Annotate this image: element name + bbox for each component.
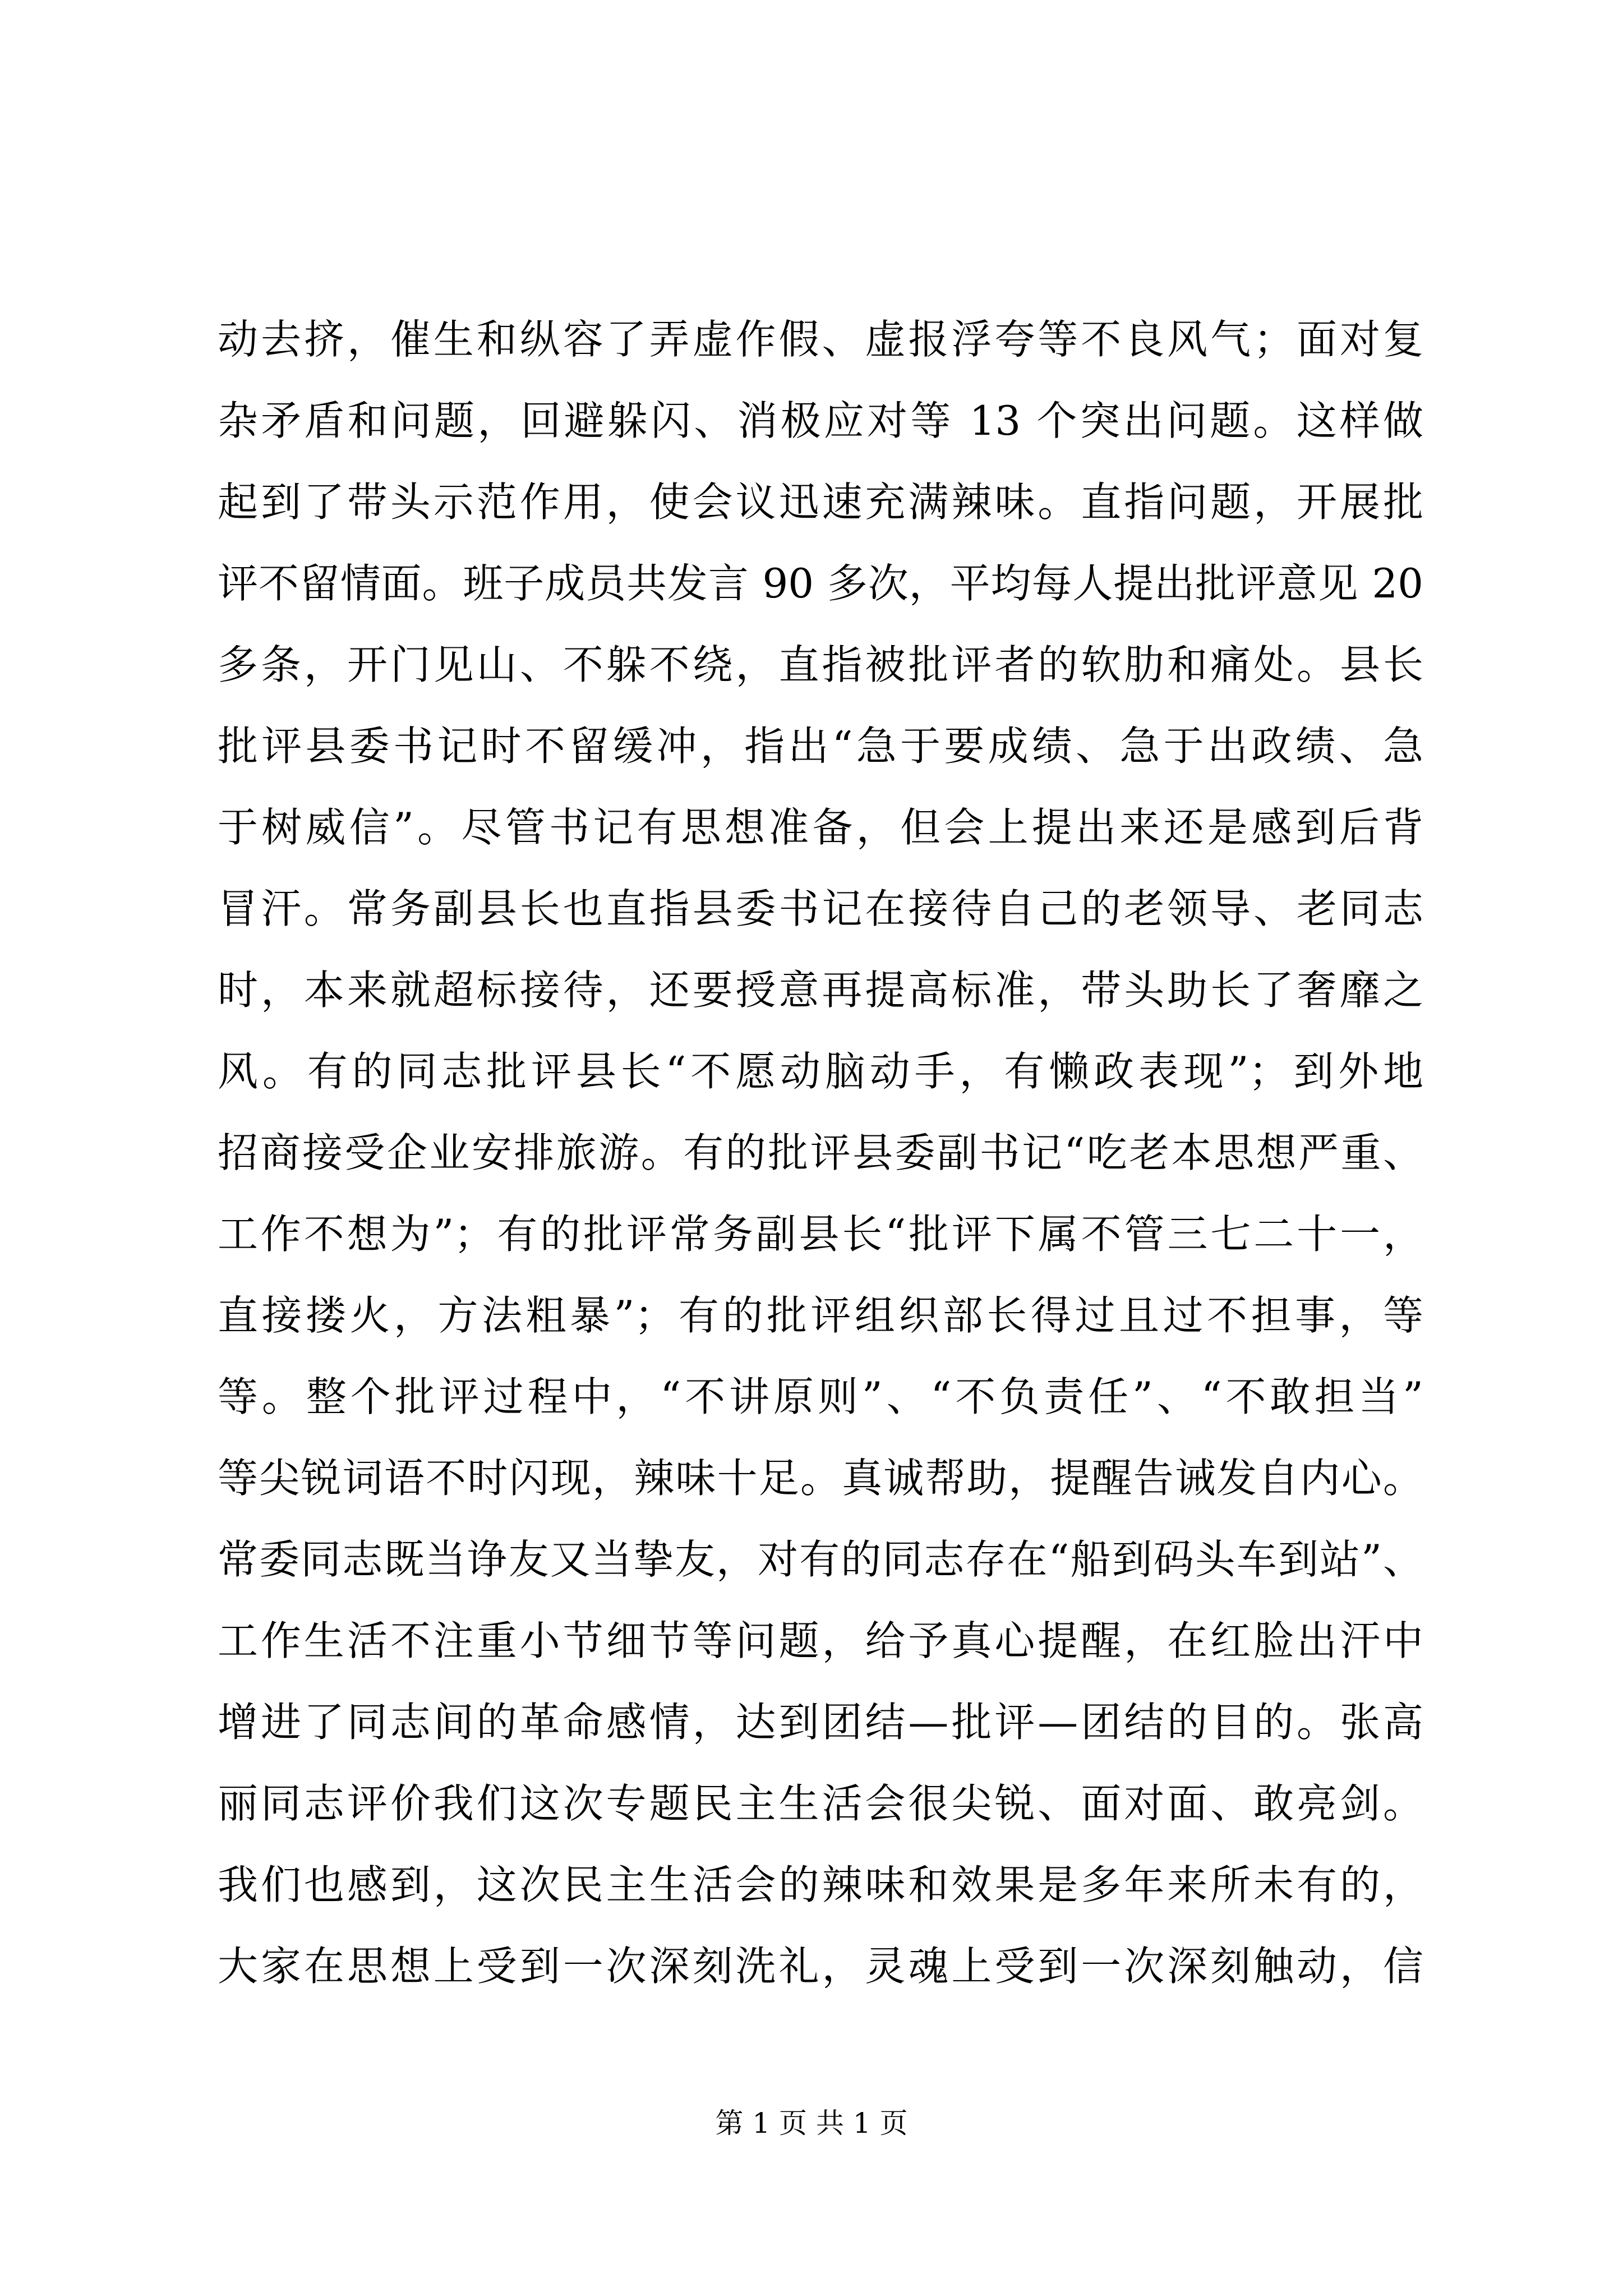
text-line: 评不留情面。班子成员共发言 90 多次，平均每人提出批评意见 20 xyxy=(218,560,1423,607)
text-line: 工作不想为”；有的批评常务副县长“批评下属不管三七二十一， xyxy=(218,1211,1423,1258)
text-line: 我们也感到，这次民主生活会的辣味和效果是多年来所未有的， xyxy=(218,1861,1423,1908)
text-line: 动去挤，催生和纵容了弄虚作假、虚报浮夸等不良风气；面对复 xyxy=(218,316,1423,363)
text-line: 丽同志评价我们这次专题民主生活会很尖锐、面对面、敢亮剑。 xyxy=(218,1780,1423,1827)
text-line: 增进了同志间的革命感情，达到团结—批评—团结的目的。张高 xyxy=(218,1699,1423,1746)
text-line: 于树威信”。尽管书记有思想准备，但会上提出来还是感到后背 xyxy=(218,804,1423,851)
text-line: 常委同志既当诤友又当挚友，对有的同志存在“船到码头车到站”、 xyxy=(218,1536,1423,1583)
text-line: 工作生活不注重小节细节等问题，给予真心提醒，在红脸出汗中 xyxy=(218,1617,1423,1664)
text-line: 招商接受企业安排旅游。有的批评县委副书记“吃老本思想严重、 xyxy=(218,1129,1423,1176)
text-line: 直接搂火，方法粗暴”；有的批评组织部长得过且过不担事，等 xyxy=(218,1292,1423,1339)
text-line: 等。整个批评过程中，“不讲原则”、“不负责任”、“不敢担当” xyxy=(218,1373,1423,1420)
text-line: 大家在思想上受到一次深刻洗礼，灵魂上受到一次深刻触动，信 xyxy=(218,1943,1423,1990)
text-line: 起到了带头示范作用，使会议迅速充满辣味。直指问题，开展批 xyxy=(218,478,1423,526)
page-footer: 第 1 页 共 1 页 xyxy=(715,2107,908,2139)
text-line: 多条，开门见山、不躲不绕，直指被批评者的软肋和痛处。县长 xyxy=(218,641,1423,688)
text-line: 批评县委书记时不留缓冲，指出“急于要成绩、急于出政绩、急 xyxy=(218,723,1423,770)
text-line: 杂矛盾和问题，回避躲闪、消极应对等 13 个突出问题。这样做 xyxy=(218,397,1423,444)
text-line: 等尖锐词语不时闪现，辣味十足。真诚帮助，提醒告诫发自内心。 xyxy=(218,1455,1423,1502)
text-line: 时，本来就超标接待，还要授意再提高标准，带头助长了奢靡之 xyxy=(218,967,1423,1014)
text-line: 冒汗。常务副县长也直指县委书记在接待自己的老领导、老同志 xyxy=(218,885,1423,932)
text-line: 风。有的同志批评县长“不愿动脑动手，有懒政表现”；到外地 xyxy=(218,1048,1423,1095)
